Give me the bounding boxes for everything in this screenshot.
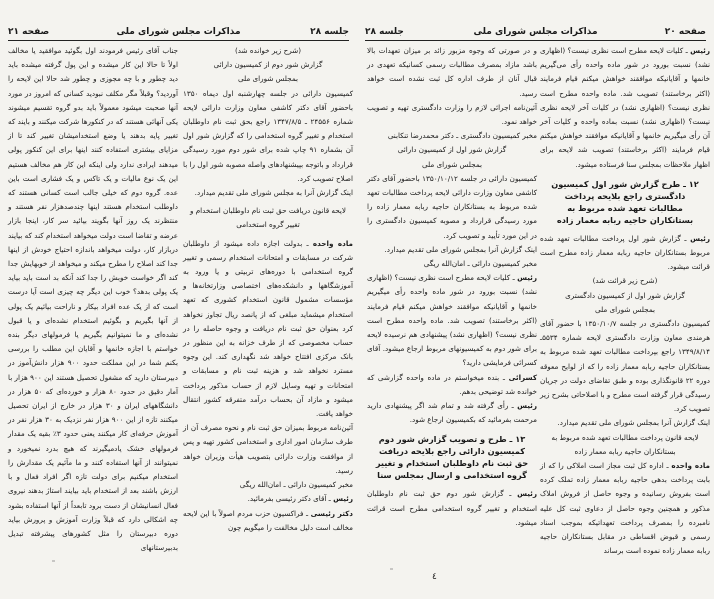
scan-speck bbox=[390, 568, 393, 570]
report-addressee: بمجلس شورای ملی bbox=[422, 159, 482, 169]
report-title: گزارش شور دوم از کمیسیون دارائی bbox=[213, 60, 323, 70]
speaker-name: رئیس bbox=[690, 233, 710, 243]
reading-note: (شرح زیر خوانده شد) bbox=[234, 46, 301, 55]
speech: رئیس ـ آقای دکتر رئیسی بفرمائید. bbox=[247, 494, 353, 504]
article-label: ماده واحده bbox=[312, 238, 354, 248]
speech-continuation: جناب آقای رئیس فرمودند اول بگوئید موافقید یا مخالف اولاً تا حالا این کار میشده و این پول گرفته میشده باید دید چطور و با چه مجوزی و چطور شد حالا این لایحه را آوردید؟ وقبلاً مگر مکلف نبودید کسانی که امروز در مورد آنها صحبت میشود معمولاً باید بدو گروه تقسیم میشوند یکی آنهائی هستند که در کنکورها شرکت میکنند و بایند که تغییر پایه بدهند یا وضع استخدامیشان تغییر کند تا از مزایای بیشتری استفاده کنند اینها برای این کنکور پولی میدهند ایرادی ندارد ولی اینکه این کار هم مخالف هستیم این یک نوع مالیات و یک تاکس و یک فشاری است باین عده. گروه دوم که خیلی جالب است کسانی هستند که داوطلب استخدام هستند اینها چندصدهزار نفر هستند و منتظرند یک روز آنها بگویند بیائید سر کار، اینجا بازار عرضه و تقاضا است دولت میخواهد استخدام کند که بیایند دربازار کار، دولت میخواهد باندازه احتیاج خودش از اینها جدا کند اصلاح را مطرح میکند و میخواهد از خوبهایش جدا کند اگر خواست خوبش را جدا کند آنکه بد است باید بیاید یک پولی بدهد؟ خوب این دیگر چه چیزی است آیا درست است که از یک عده افراد بیکار و ناراحت بیائیم یک پولی از آنها بگیریم و بگوئیم استخدام نشده‌ای و یا قبول نشده‌ای و ما نمیتوانیم بگیریم یا فرمولهای دیگر بنده خواستم با اجازه خانمها و آقایان این مطلب را بررسی بکنم شما در این مملکت حدود ۹۰۰ هزار دانش‌آموز در دبیرستان دارید که مشغول تحصیل هستند این ۹۰۰ هزار با آمار دقیق در حدود ۸۰ هزار و خورده‌ای که ۵۰ هزار در دانشگاههای ایران و ۳۰ هزار در خارج از ایران تحصیل میکنند تازه از این ۹۰۰ هزار نفر نزدیک به ۳۰ هزار نفر در آموزش حرفه‌ای کار میکنند یعنی حدود ۳٪ بقیه یک مقدار فرمولهای خشک یادمیگیرند که هیچ بدرد نمیخورد و نمیتوانند از آنها استفاده کنند و ما مآئیم یک مقدارش را استخدام میکنیم برای دولت تازه اگر افراد فعال و با ارزش باشند بعد از استخدام باید بیایند استاژ بدهند نیروی فعال انسانیشان از دست برود تابعداً از آنها استفاده بشود چه اشکالی دارد که قبلاً وزارت آموزش و پرورش بیاید دوره دبیرستان را مثل کشورهای پیشرفته تبدیل بدبیرستانهای bbox=[8, 46, 179, 553]
section-heading-12: ۱۲ ـ طرح گزارش شور اول کمیسیون دادگستری راجع بلایحه پرداخت مطالبات تعهد شده مربوط به بستانکاران حاجیه ربابه معمار زاده bbox=[551, 178, 699, 225]
paragraph: کمیسیون دارائی در جلسه چهارشنبه اول دیماه ۱۳۵۰ باحضور آقای دکتر کاشفی معاون وزارت دارائی لایحه شماره ۲۴۵۵۶ ـ ۱۳۴۷/۸/۵ راجع بحق ثبت نام داوطلبان استخدام و تغییر گروه استخدامی را که گزارش شور اول آن بشماره ۹۱ چاپ شده برای شور دوم مورد رسیدگی قرارداد و باتوجه بپیشنهادهای واصله مصوبه شور اول را با اصلاح تصویب کرد. bbox=[183, 88, 354, 183]
article-label: ماده واحده bbox=[671, 461, 710, 471]
speaker-name: دکتر رئیسی bbox=[310, 508, 353, 518]
paragraph: کمیسیون دارائی در جلسه ۱۳۵۰/۱۰/۱۲ باحضور آقای دکتر کاشفی معاون وزارت دارائی لایحه پرداخت مطالبات تعهد شده مربوط به بستانکاران حاجیه ربابه معمار زاده را مورد رسیدگی قرارداد و مصوبه کمیسیون دادگستری را در این مورد تأیید و تصویب کرد. bbox=[367, 173, 538, 240]
column-right-page-right bbox=[540, 44, 710, 559]
paragraph: اینک گزارش آنرا بمجلس شورای ملی تقدیم میدارد. bbox=[384, 244, 537, 254]
session-number: جلسه ۲۸ bbox=[310, 27, 349, 37]
speaker-name: رئیس bbox=[517, 489, 537, 499]
header-title: مذاکرات مجلس شورای ملی bbox=[116, 27, 241, 37]
article-paragraph: ماده واحده ـ اداره کل ثبت مجاز است املاکی را که از بابت پرداخت بدهی حاجیه ربابه معمار زاده تملک کرده است بفروش رسانیده و وجوه حاصل از فروش املاک مذکور و همچنین وجوه حاصل از دعاوی ثبت کل علیه نامبرده را بمصرف پرداخت تعهداتیکه بموجب اسناد رسمی و قبوض اقساطی در مقابل بستانکاران حاجیه ربابه معمار زاده نموده است برساند bbox=[540, 461, 710, 556]
column-right-page-left bbox=[367, 44, 537, 530]
page-header bbox=[8, 26, 349, 41]
session-number: جلسه ۲۸ bbox=[365, 27, 404, 37]
speech: رئیس ـ کلیات لایحه مطرح است نظری نیست؟ (اظهاری نشد) نسبت بورود در شور ماده واحده رأی می‌گیریم خانمها و آقایانیکه موافقند خواهش میکنم قیام فرمایند (اکثر برخاستند) تصویب شد. ماده واحده مطرح است نظری نیست؟ (اظهاری نشد) در کلیات آخر لایحه نظری نیست؟ (اظهاری نشد) نسبت بماده واحده و کلیات آخر آن رأی میگیریم خانمها و آقایانیکه موافقند خواهش میکنم قیام فرمایند (اکثر برخاستند) تصویب شد لایحه برای اظهار ملاحظات بمجلس سنا فرستاده میشود. bbox=[540, 46, 710, 169]
speaker-name: رئیس bbox=[333, 494, 353, 504]
report-title: گزارش شور اول از کمیسیون دادگستری bbox=[565, 290, 685, 300]
speech: رئیس ـ گزارش شور دوم حق ثبت نام داوطلبان استخدام و تغییر گروه استخدامی مطرح است قرائت میشود. bbox=[367, 489, 537, 527]
page-mark: ٤ bbox=[432, 572, 437, 582]
report-addressee: بمجلس شورای ملی bbox=[595, 304, 655, 314]
page-number: صفحه ۲۱ bbox=[8, 27, 50, 37]
bill-title: لایحه قانون دریافت حق ثبت نام داوطلبان استخدام و تغییر گروه استخدامی bbox=[189, 206, 347, 230]
speaker-name: رئیس bbox=[517, 273, 537, 283]
paragraph: و در صورتی که وجوه مزبور زائد بر میزان تعهدات بالا باشد مازاد بمصرف مطالبات رسمی کسانیکه تعهدی در قبال آنان از طرف اداره کل ثبت نشده است خواهد رسید. bbox=[367, 46, 537, 98]
paragraph: اینک گزارش آنرا به مجلس شورای ملی تقدیم میدارد. bbox=[194, 188, 353, 198]
page-20 bbox=[357, 0, 714, 599]
report-title: گزارش شور اول از کمیسیون دارائی bbox=[397, 145, 507, 155]
page-number: صفحه ۲۰ bbox=[664, 27, 706, 37]
rapporteur: مخبر کمیسیون دادگستری ـ دکتر محمدرضا تنکابنی bbox=[387, 131, 537, 141]
scan-speck bbox=[52, 560, 55, 562]
rapporteur: مخبر کمیسیون دارائی ـ امان‌الله ریگی bbox=[239, 480, 353, 490]
paragraph: آئین‌نامه اجرائی لازم را وزارت دادگستری تهیه و تصویب خواهد نمود. bbox=[367, 102, 537, 127]
section-heading-13: ۱۳ ـ طرح و تصویب گزارش شور دوم کمیسیون دارائی راجع بلایحه دریافت حق ثبت نام داوطلبان استخدام و تغییر گروه استخدامی و ارسال بمجلس سنا bbox=[375, 434, 529, 481]
page-header bbox=[365, 26, 706, 41]
speech: کسرائی ـ بنده میخواستم در ماده واحده گزارشی که خوانده شد توضیحی بدهم. bbox=[367, 372, 537, 396]
column-left-page-right bbox=[183, 44, 353, 535]
reading-note: (شرح زیر قرائت شد) bbox=[592, 276, 658, 286]
bill-title: لایحه قانون پرداخت مطالبات تعهد شده مربوط به بستانکاران حاجیه ربابه معمار زاده bbox=[551, 432, 699, 456]
paragraph: اینک گزارش آنرا بمجلس شورای ملی تقدیم میدارد. bbox=[557, 418, 710, 428]
paragraph: کمیسیون دادگستری در جلسه ۱۳۵۰/۱۰/۷ با حضور آقای هرمندی معاون وزارت دادگستری لایحه شماره ۵۵۳۴ـ ۱۳۴۹/۸/۱۴ راجع بپرداخت مطالبات تعهد شده مربوط به بستانکاران حاجیه ربابه معمار زاده را که از لوایح معوقه دوره ۲۲ قانونگذاری بوده و طبق تقاضای دولت در جریان رسیدگی قرار گرفته است مطرح و با اصلاحاتی بشرح زیر تصویب کرد. bbox=[540, 319, 710, 414]
speech: رئیس ـ گزارش شور اول پرداخت مطالبات تعهد شده مربوط بستانکاران حاجیه ربابه معمار زاده مطرح است قرائت میشود. bbox=[540, 233, 710, 272]
column-left-page-left bbox=[8, 44, 178, 555]
speech: رئیس ـ رأی گرفته شد و تمام شد اگر پیشنهادی دارید مرحمت بفرمائید که بکمیسیون ارجاع شود. bbox=[367, 401, 537, 425]
header-title: مذاکرات مجلس شورای ملی bbox=[473, 27, 598, 37]
article-paragraph: ماده واحده ـ بدولت اجازه داده میشود از داوطلبان شرکت در مسابقات و امتحانات استخدام رسمی و تغییر گروه استخدامی با دوره‌های تربیتی و یا ورود به آموزشگاهها و دانشکده‌های اختصاصی وزارتخانه‌ها و مؤسسات مشمول قانون استخدام کشوری که تعهد استخدام میشماید مبلغی که از پانصد ریال تجاوز نخواهد کرد بعنوان حق ثبت نام دریافت و وجوه حاصله را در حساب مخصوصی که از طرف خزانه به این منظور در بانک مرکزی افتتاح خواهد شد نگهداری کند. این وجوه مسترد نخواهد شد و هزینه ثبت نام و مسابقات و امتحانات و تهیه وسایل لازم از حساب مذکور پرداخت میشود و مازاد آن بحساب درآمد متفرقه کشور انتقال خواهد یافت. bbox=[183, 238, 354, 419]
speaker-name: کسرائی bbox=[508, 372, 537, 382]
speaker-name: رئیس bbox=[517, 401, 537, 411]
speech: دکتر رئیسی ـ فراکسیون حزب مردم اصولاً با این لایحه مخالف است دلیل مخالفت را میگویم چون bbox=[183, 508, 353, 532]
rapporteur: مخبر کمیسیون دارائی ـ امان‌الله ریگی bbox=[423, 259, 537, 269]
speech: رئیس ـ کلیات لایحه مطرح است نظری نیست؟ (اظهاری نشد) نسبت بورود در شور ماده واحده رأی میگیریم خانمها و آقایانیکه موافقند خواهش میکنم قیام فرمایند (اکثر برخاستند) تصویب شد. ماده واحده مطرح است نظری نیست؟ (اظهاری نشد) پیشنهادی هم نرسیده لایحه برای شور دوم به کمیسیونهای مربوط ارجاع میشود. آقای کسرائی فرمایشی دارید؟ bbox=[367, 273, 537, 368]
report-addressee: بمجلس شورای ملی bbox=[238, 74, 298, 84]
speaker-name: رئیس bbox=[690, 46, 710, 55]
paragraph: آئین‌نامه مربوط بمیزان حق ثبت نام و نحوه مصرف آن از طرف سازمان امور اداری و استخدامی کشور تهیه و پس از موافقت وزارت دارائی بتصویب هیأت وزیران خواهد رسید. bbox=[183, 423, 353, 475]
